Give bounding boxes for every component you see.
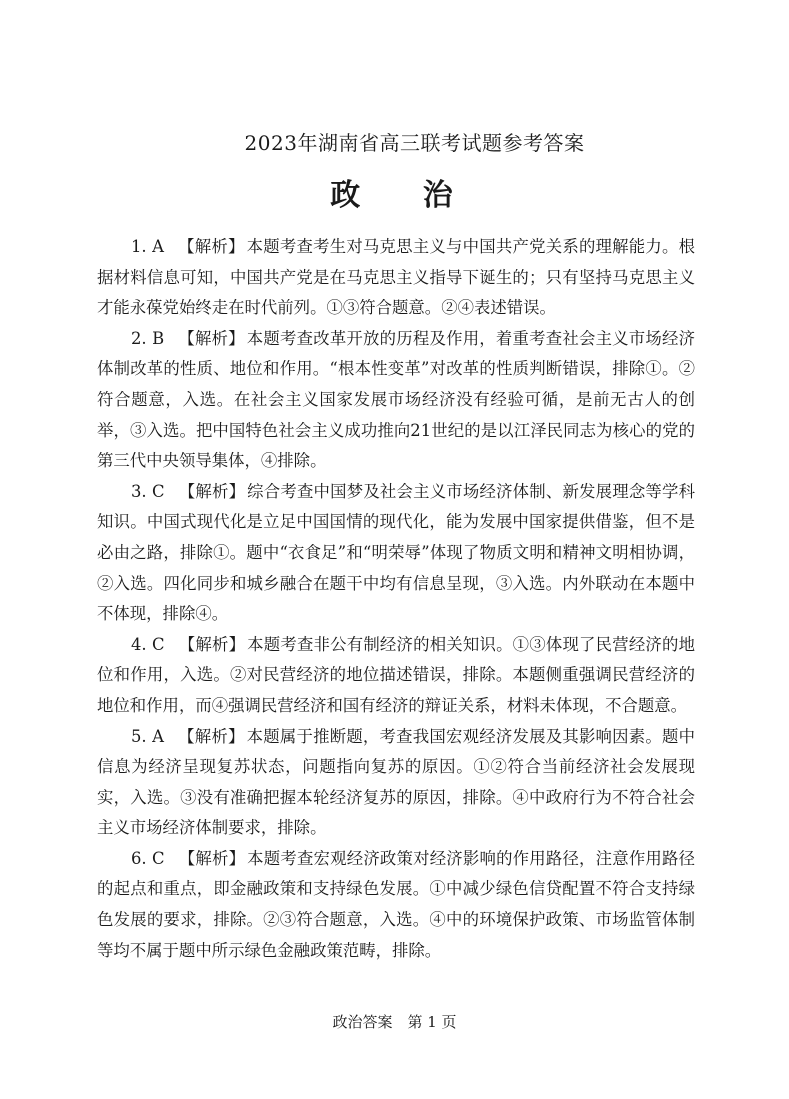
analysis-tag: 【解析】 (177, 237, 245, 256)
answer-item-6 (97, 844, 695, 966)
answer-number: 1. A (131, 237, 164, 256)
answer-text: 本题考查宏观经济政策对经济影响的作用路径，注意作用路径的起点和重点，即金融政策和支持绿色发展。①中减少绿色信贷配置不符合支持绿色发展的要求，排除。②③符合题意，入选。④中的环境保护政策、市场监管体制等均不属于题中所示绿色金融政策范畴，排除。 (97, 848, 695, 960)
answer-text: 本题考查改革开放的历程及作用，着重考查社会主义市场经济体制改革的性质、地位和作用。“根本性变革”对改革的性质判断错误，排除①。②符合题意，入选。在社会主义国家发展市场经济没有经验可循，是前无古人的创举，③入选。把中国特色社会主义成功推向21世纪的是以江泽民同志为核心的党的第三代中央领导集体，④排除。 (97, 328, 696, 471)
subject-heading: 政 治 (330, 178, 479, 213)
answer-number: 5. A (131, 726, 164, 746)
answer-item-4 (97, 630, 695, 722)
answer-item-1 (97, 232, 695, 324)
page-footer: 政治答案 第 1 页 (332, 1013, 457, 1031)
answer-list (97, 232, 695, 966)
analysis-tag: 【解析】 (178, 848, 246, 868)
analysis-tag: 【解析】 (177, 726, 245, 746)
analysis-tag: 【解析】 (178, 328, 245, 348)
answer-number: 2. B (131, 328, 165, 348)
answer-number: 6. C (131, 848, 165, 868)
analysis-tag: 【解析】 (178, 634, 246, 654)
answer-text: 本题考查考生对马克思主义与中国共产党关系的理解能力。根据材料信息可知，中国共产党是在马克思主义指导下诞生的；只有坚持马克思主义才能永葆党始终走在时代前列。①③符合题意。②④表述错误。 (97, 237, 696, 318)
answer-item-3 (97, 477, 695, 630)
answer-item-5 (97, 722, 695, 844)
answer-number: 4. C (131, 634, 165, 654)
answer-text: 本题考查非公有制经济的相关知识。①③体现了民营经济的地位和作用，入选。②对民营经济的地位描述错误，排除。本题侧重强调民营经济的地位和作用，而④强调民营经济和国有经济的辩证关系，材料未体现，不合题意。 (97, 634, 695, 715)
answer-text: 本题属于推断题，考查我国宏观经济发展及其影响因素。题中信息为经济呈现复苏状态，问题指向复苏的原因。①②符合当前经济社会发展现实，入选。③没有准确把握本轮经济复苏的原因，排除。④中政府行为不符合社会主义市场经济体制要求，排除。 (97, 726, 696, 838)
answer-text: 综合考查中国梦及社会主义市场经济体制、新发展理念等学科知识。中国式现代化是立足中国国情的现代化，能为发展中国家提供借鉴，但不是必由之路，排除①。题中“衣食足”和“明荣辱”体现了物质文明和精神文明相协调，②入选。四化同步和城乡融合在题干中均有信息呈现，③入选。内外联动在本题中不体现，排除④。 (97, 481, 695, 624)
document-title: 2023年湖南省高三联考试题参考答案 (244, 131, 585, 155)
answer-number: 3. C (131, 481, 165, 501)
answer-item-2 (97, 324, 695, 477)
analysis-tag: 【解析】 (178, 481, 246, 501)
